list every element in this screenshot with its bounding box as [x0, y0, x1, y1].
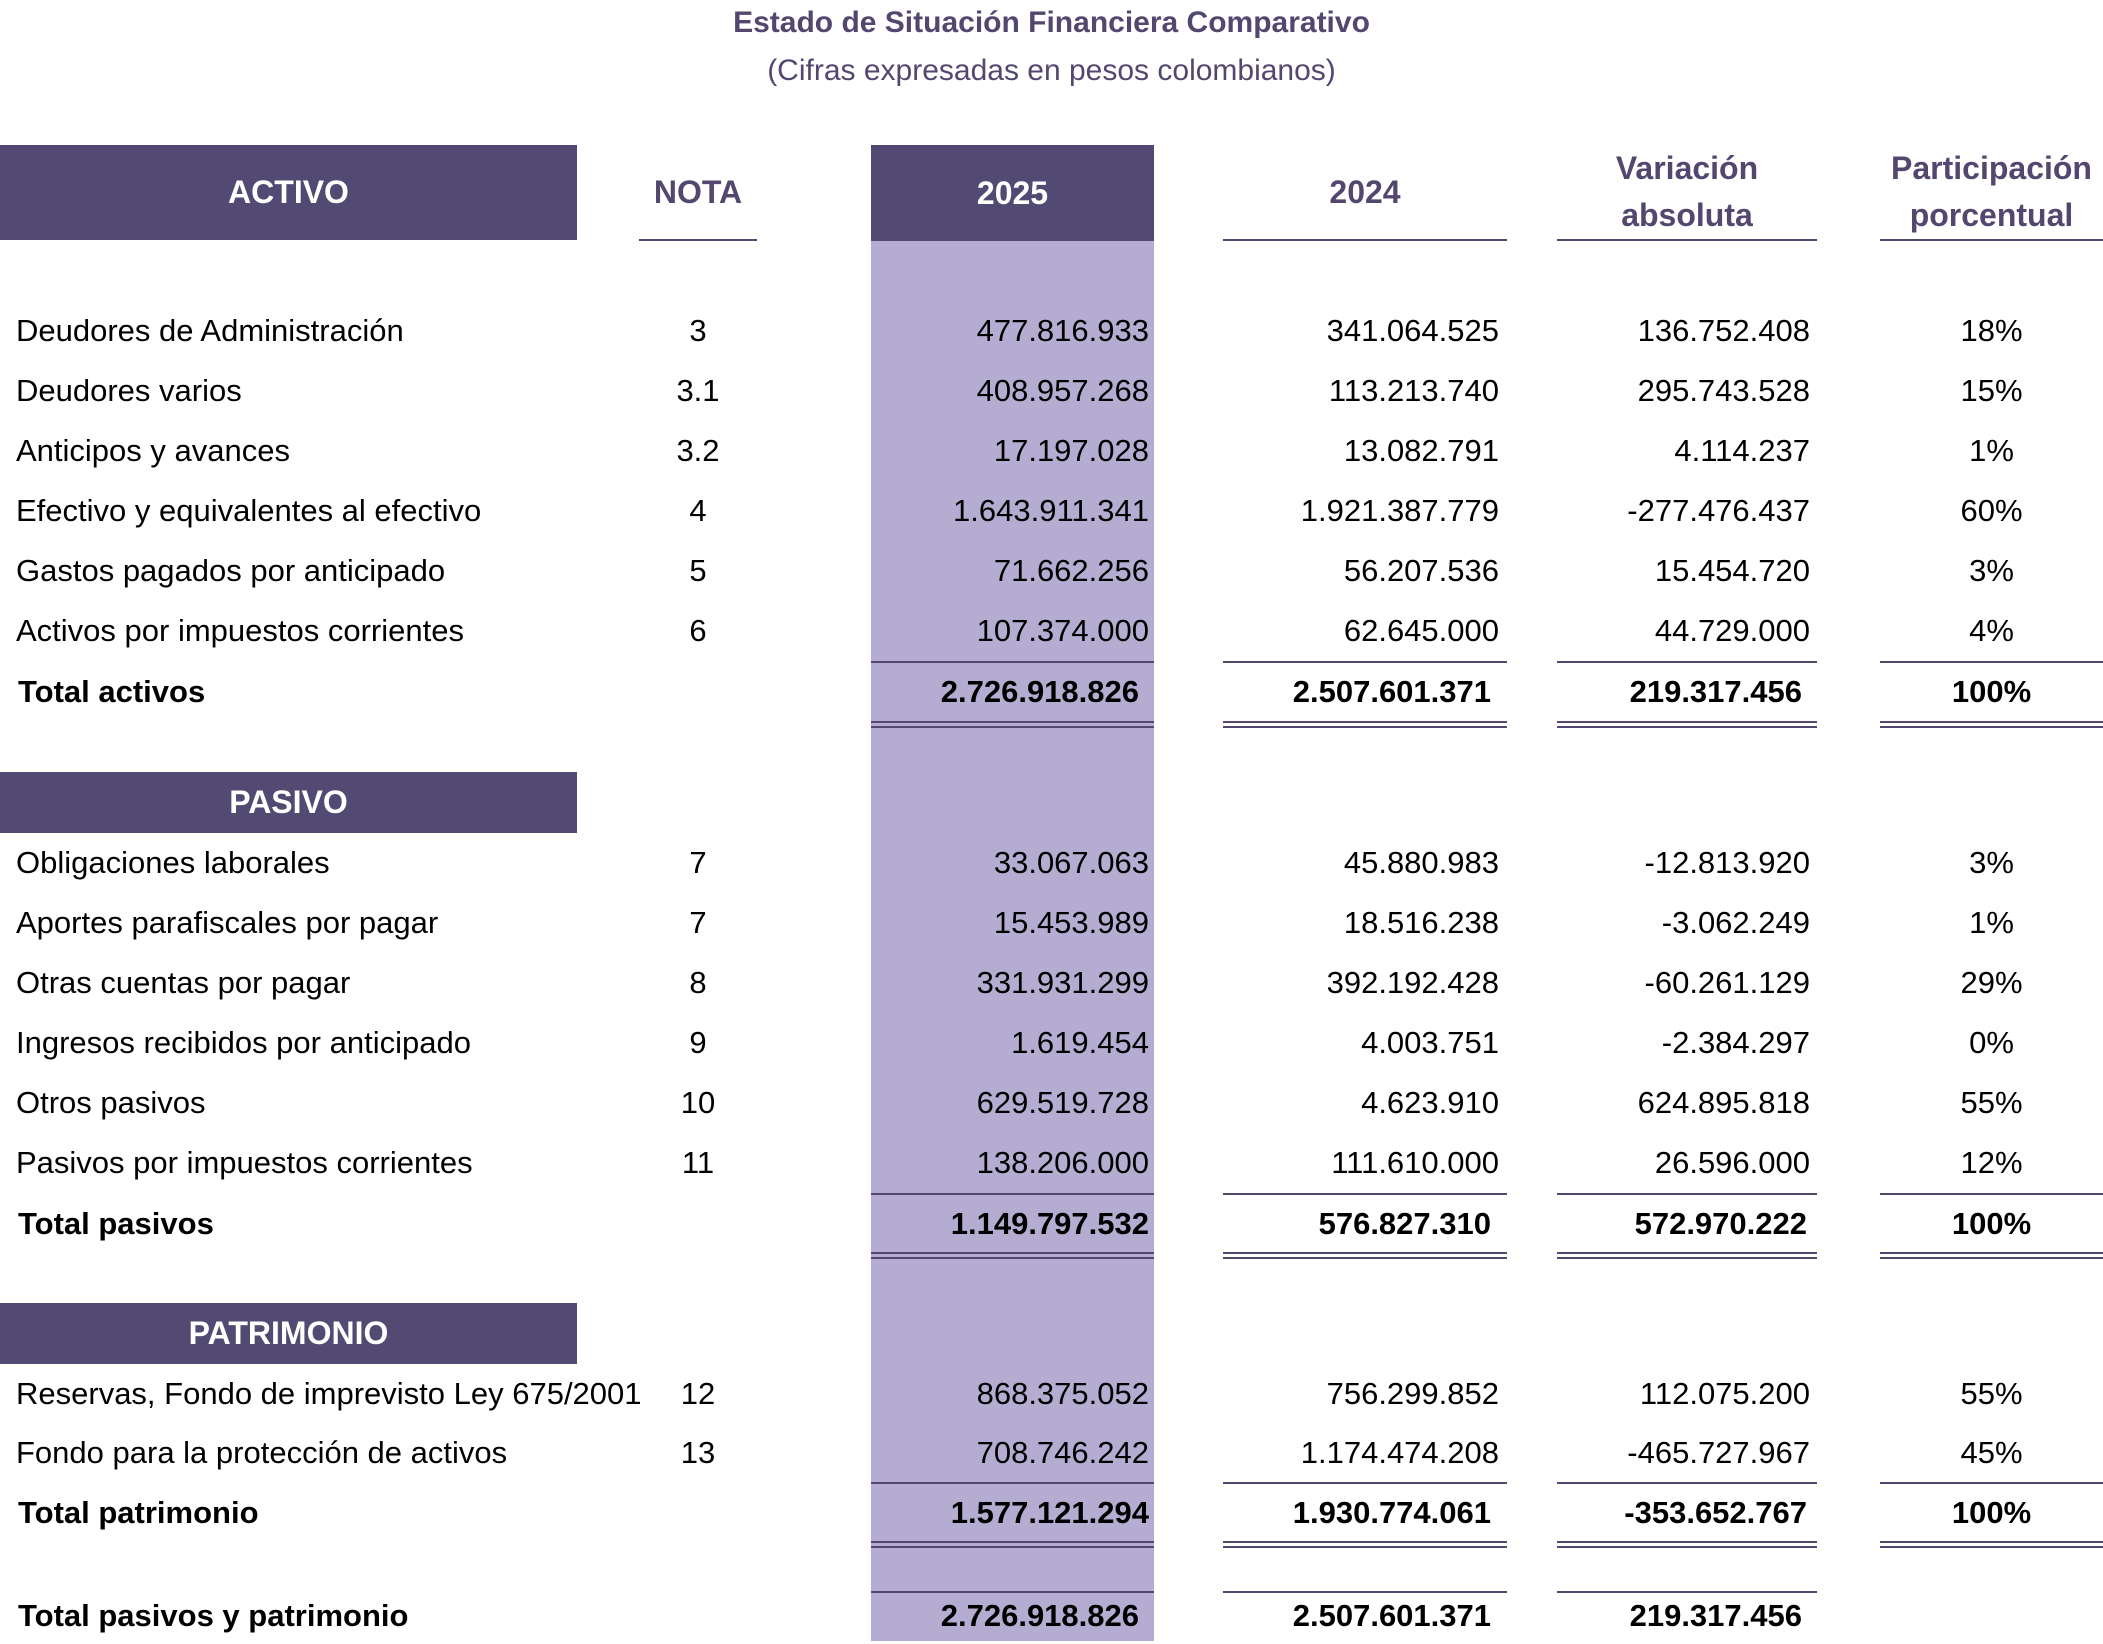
row-label: Efectivo y equivalentes al efectivo	[16, 493, 482, 528]
section-patrimonio: PATRIMONIO	[0, 1303, 577, 1364]
grand-total-value-2025: 2.726.918.826	[940, 1598, 1139, 1633]
row-value-2025: 331.931.299	[976, 965, 1149, 1000]
row-value-2024: 4.623.910	[1361, 1085, 1499, 1120]
table-row	[0, 1364, 2103, 1424]
row-value-2025: 708.746.242	[976, 1435, 1149, 1470]
total-label: Total activos	[18, 674, 206, 709]
total-variacion: 572.970.222	[1634, 1206, 1807, 1241]
table-row	[0, 893, 2103, 953]
row-value-2024: 18.516.238	[1343, 905, 1499, 940]
row-label: Ingresos recibidos por anticipado	[16, 1025, 471, 1060]
table-row	[0, 833, 2103, 893]
total-patrimonio-double-rule-2024	[1223, 1541, 1507, 1548]
row-participacion: 45%	[1960, 1435, 2023, 1470]
total-activos-double-rule-2025	[871, 721, 1154, 728]
total-participacion: 100%	[1951, 674, 2032, 709]
row-nota: 13	[680, 1435, 716, 1470]
row-nota: 11	[681, 1145, 715, 1180]
row-participacion: 12%	[1960, 1145, 2023, 1180]
header-participacion	[1880, 145, 2103, 241]
table-row	[0, 1073, 2103, 1133]
row-value-2024: 56.207.536	[1343, 553, 1499, 588]
row-participacion: 0%	[1969, 1025, 2014, 1060]
total-value-2025: 1.149.797.532	[950, 1206, 1149, 1241]
row-value-2025: 17.197.028	[993, 433, 1149, 468]
row-value-2025: 1.643.911.341	[953, 493, 1149, 528]
total-value-2025: 2.726.918.826	[940, 674, 1139, 709]
row-variacion: 4.114.237	[1674, 433, 1810, 468]
row-value-2024: 113.213.740	[1328, 373, 1499, 408]
row-variacion: -277.476.437	[1627, 493, 1810, 528]
table-row	[0, 541, 2103, 601]
header-activo: ACTIVO	[0, 145, 577, 240]
row-value-2024: 45.880.983	[1343, 845, 1499, 880]
row-variacion: 26.596.000	[1654, 1145, 1810, 1180]
total-pasivos-row	[0, 1194, 2103, 1254]
row-nota: 6	[689, 613, 707, 648]
header-variacion	[1557, 145, 1817, 241]
table-row	[0, 1423, 2103, 1483]
row-value-2024: 62.645.000	[1343, 613, 1499, 648]
row-value-2025: 408.957.268	[976, 373, 1149, 408]
row-label: Otras cuentas por pagar	[16, 965, 351, 1000]
total-activos-double-rule-2024	[1223, 721, 1507, 728]
row-participacion: 29%	[1960, 965, 2023, 1000]
row-value-2024: 1.174.474.208	[1300, 1435, 1499, 1470]
row-variacion: 112.075.200	[1639, 1376, 1810, 1411]
row-value-2024: 341.064.525	[1326, 313, 1499, 348]
header-variacion-line1: Variación	[1615, 150, 1759, 186]
row-variacion: -465.727.967	[1627, 1435, 1810, 1470]
row-variacion: -3.062.249	[1661, 905, 1810, 940]
row-label: Deudores de Administración	[16, 313, 404, 348]
row-nota: 3.2	[676, 433, 720, 468]
row-variacion: -60.261.129	[1644, 965, 1810, 1000]
row-variacion: 136.752.408	[1637, 313, 1810, 348]
row-label: Gastos pagados por anticipado	[16, 553, 446, 588]
total-label: Total patrimonio	[18, 1495, 259, 1530]
row-participacion: 3%	[1969, 553, 2014, 588]
row-label: Reservas, Fondo de imprevisto Ley 675/2001	[16, 1376, 642, 1411]
row-nota: 8	[689, 965, 707, 1000]
report-subtitle: (Cifras expresadas en pesos colombianos)	[767, 54, 1336, 87]
row-nota: 4	[689, 493, 707, 528]
table-row	[0, 601, 2103, 661]
row-value-2025: 71.662.256	[993, 553, 1149, 588]
header-2025: 2025	[871, 145, 1154, 241]
row-label: Pasivos por impuestos corrientes	[16, 1145, 473, 1180]
row-value-2025: 868.375.052	[976, 1376, 1149, 1411]
row-value-2025: 138.206.000	[976, 1145, 1149, 1180]
row-variacion: 44.729.000	[1654, 613, 1810, 648]
header-2024: 2024	[1223, 145, 1507, 241]
row-value-2025: 477.816.933	[976, 313, 1149, 348]
row-variacion: -2.384.297	[1661, 1025, 1810, 1060]
row-value-2024: 1.921.387.779	[1300, 493, 1499, 528]
total-value-2024: 2.507.601.371	[1292, 674, 1491, 709]
row-variacion: -12.813.920	[1644, 845, 1810, 880]
total-activos-double-rule-variacion	[1557, 721, 1817, 728]
table-row	[0, 301, 2103, 361]
row-participacion: 4%	[1969, 613, 2014, 648]
row-label: Anticipos y avances	[16, 433, 290, 468]
total-label: Total pasivos	[18, 1206, 214, 1241]
total-patrimonio-row	[0, 1483, 2103, 1543]
total-participacion: 100%	[1951, 1206, 2032, 1241]
grand-total-row	[0, 1588, 2103, 1641]
row-variacion: 15.454.720	[1654, 553, 1810, 588]
header-variacion-line2: absoluta	[1621, 197, 1753, 233]
total-pasivos-double-rule-variacion	[1557, 1252, 1817, 1259]
row-variacion: 624.895.818	[1637, 1085, 1810, 1120]
row-nota: 9	[689, 1025, 707, 1060]
row-nota: 3	[689, 313, 707, 348]
row-nota: 7	[689, 845, 707, 880]
row-nota: 10	[680, 1085, 716, 1120]
row-label: Fondo para la protección de activos	[16, 1435, 508, 1470]
table-row	[0, 1133, 2103, 1193]
header-nota: NOTA	[639, 145, 757, 241]
row-participacion: 15%	[1960, 373, 2023, 408]
grand-total-variacion: 219.317.456	[1629, 1598, 1802, 1633]
row-participacion: 18%	[1960, 313, 2023, 348]
total-activos-double-rule-pct	[1880, 721, 2103, 728]
report-title: Estado de Situación Financiera Comparativo	[733, 6, 1370, 39]
row-participacion: 60%	[1960, 493, 2023, 528]
total-activos-row	[0, 662, 2103, 722]
total-pasivos-double-rule-pct	[1880, 1252, 2103, 1259]
total-pasivos-double-rule-2024	[1223, 1252, 1507, 1259]
row-participacion: 3%	[1969, 845, 2014, 880]
total-pasivos-double-rule-2025	[871, 1252, 1154, 1259]
section-pasivo: PASIVO	[0, 772, 577, 833]
table-row	[0, 1013, 2103, 1073]
row-value-2024: 4.003.751	[1361, 1025, 1499, 1060]
total-value-2025: 1.577.121.294	[950, 1495, 1149, 1530]
row-value-2024: 392.192.428	[1326, 965, 1499, 1000]
row-participacion: 1%	[1969, 433, 2014, 468]
row-value-2024: 111.610.000	[1331, 1145, 1499, 1180]
total-value-2024: 1.930.774.061	[1292, 1495, 1491, 1530]
row-nota: 7	[689, 905, 707, 940]
grand-total-label: Total pasivos y patrimonio	[18, 1598, 409, 1633]
total-value-2024: 576.827.310	[1318, 1206, 1491, 1241]
table-row	[0, 361, 2103, 421]
total-variacion: 219.317.456	[1629, 674, 1802, 709]
table-row	[0, 421, 2103, 481]
grand-total-value-2024: 2.507.601.371	[1292, 1598, 1491, 1633]
total-participacion: 100%	[1951, 1495, 2032, 1530]
row-label: Otros pasivos	[16, 1085, 206, 1120]
row-participacion: 55%	[1960, 1376, 2023, 1411]
header-participacion-line1: Participación	[1891, 150, 2092, 186]
row-participacion: 1%	[1969, 905, 2014, 940]
total-patrimonio-double-rule-variacion	[1557, 1541, 1817, 1548]
row-value-2025: 107.374.000	[976, 613, 1149, 648]
row-label: Obligaciones laborales	[16, 845, 330, 880]
row-label: Aportes parafiscales por pagar	[16, 905, 439, 940]
total-patrimonio-double-rule-2025	[871, 1541, 1154, 1548]
row-value-2025: 33.067.063	[993, 845, 1149, 880]
header-participacion-line2: porcentual	[1909, 197, 2074, 233]
row-nota: 3.1	[676, 373, 720, 408]
total-patrimonio-double-rule-pct	[1880, 1541, 2103, 1548]
row-value-2025: 15.453.989	[993, 905, 1149, 940]
row-value-2025: 1.619.454	[1011, 1025, 1149, 1060]
table-row	[0, 953, 2103, 1013]
row-label: Activos por impuestos corrientes	[16, 613, 464, 648]
row-nota: 5	[689, 553, 707, 588]
row-value-2024: 13.082.791	[1343, 433, 1499, 468]
table-row	[0, 481, 2103, 541]
row-value-2025: 629.519.728	[976, 1085, 1149, 1120]
row-value-2024: 756.299.852	[1326, 1376, 1499, 1411]
row-participacion: 55%	[1960, 1085, 2023, 1120]
row-label: Deudores varios	[16, 373, 242, 408]
total-variacion: -353.652.767	[1624, 1495, 1807, 1530]
row-variacion: 295.743.528	[1637, 373, 1810, 408]
row-nota: 12	[680, 1376, 716, 1411]
